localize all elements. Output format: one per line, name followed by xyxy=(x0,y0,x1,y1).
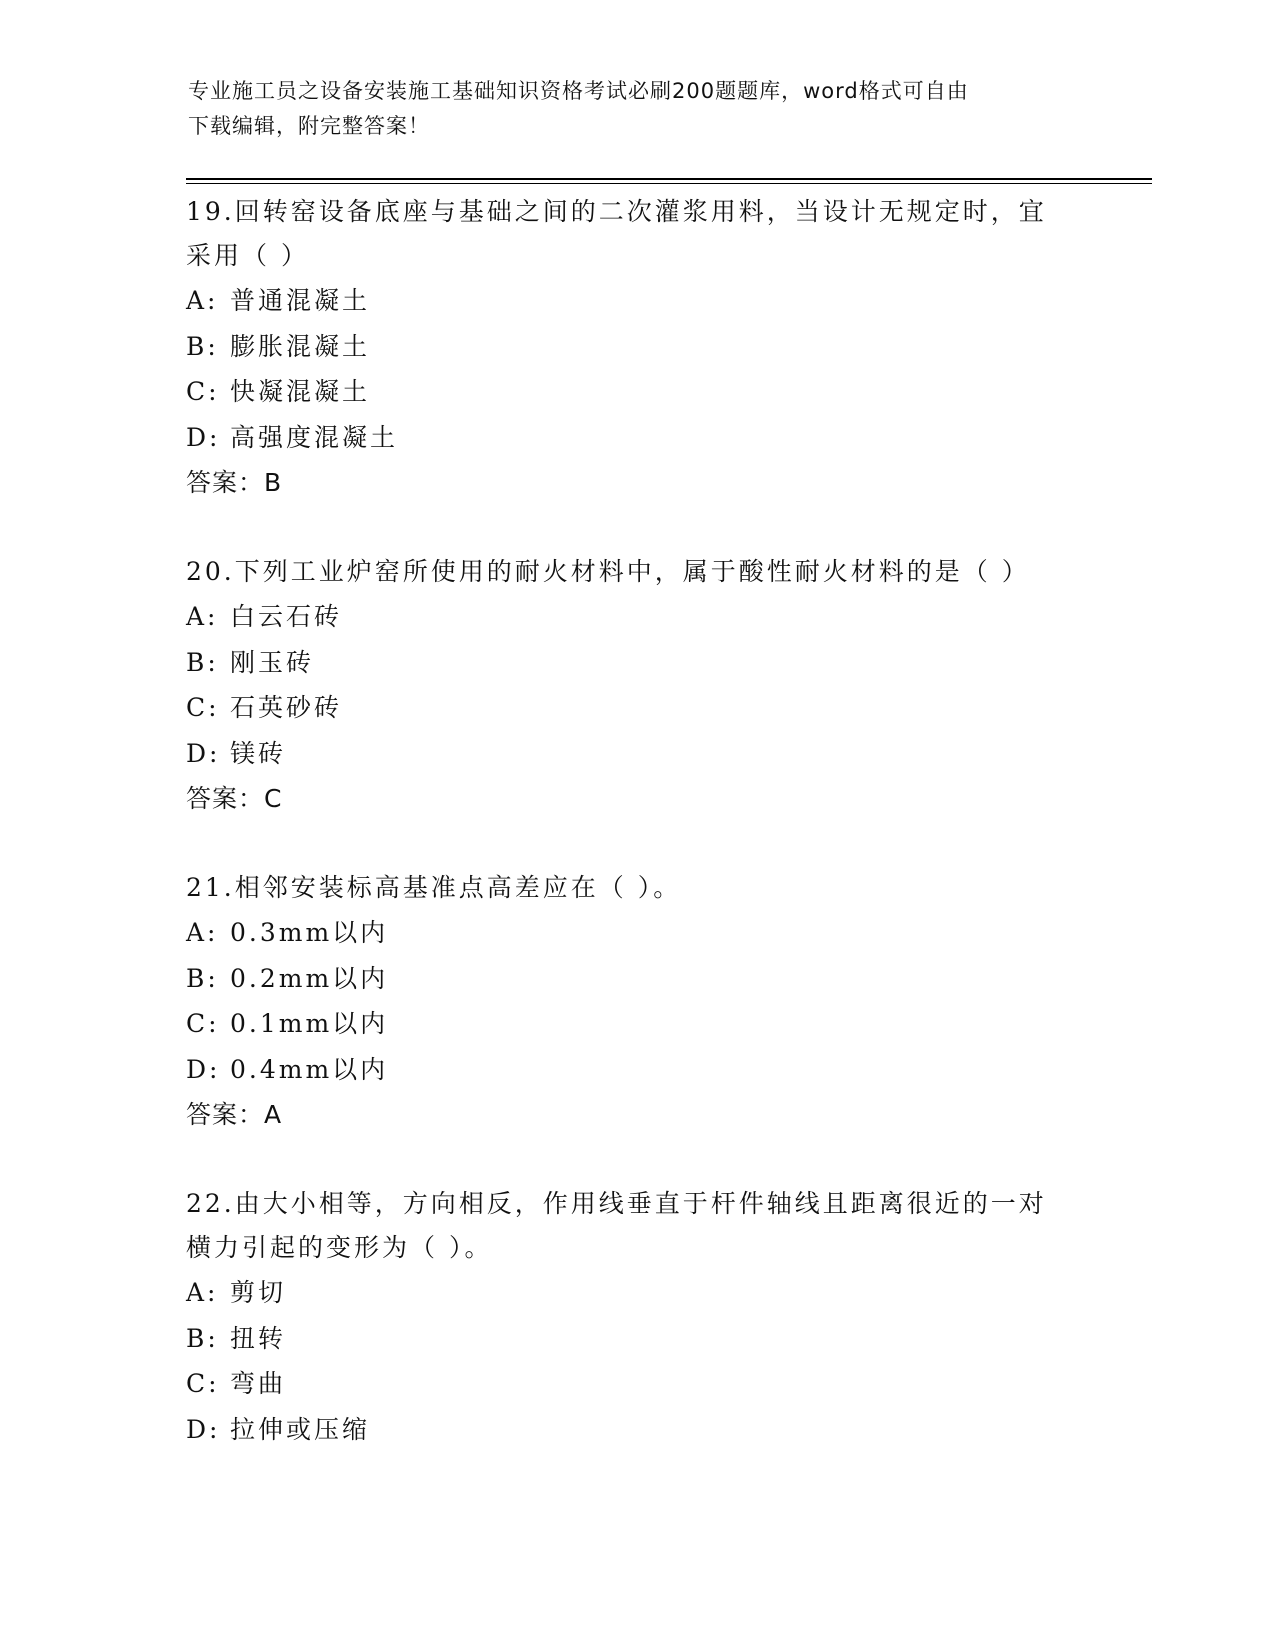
option-b xyxy=(186,640,1086,686)
header-line-1: 专业施工员之设备安装施工基础知识资格考试必刷200题题库，word格式可自由 xyxy=(188,79,969,103)
document-header xyxy=(188,74,1068,144)
option-text: 石英砂砖 xyxy=(230,693,343,722)
option-label: A: xyxy=(186,918,219,947)
question-list xyxy=(186,190,1086,1497)
option-d xyxy=(186,415,1086,461)
option-text: 剪切 xyxy=(230,1278,287,1307)
option-label: C: xyxy=(186,693,220,722)
header-divider-thin xyxy=(186,183,1152,184)
option-text: 0.3mm以内 xyxy=(230,918,389,947)
option-label: B: xyxy=(186,647,219,677)
header-divider-thick xyxy=(186,178,1152,180)
option-text: 普通混凝土 xyxy=(230,286,371,315)
question-text-line: 22.由大小相等，方向相反，作用线垂直于杆件轴线且距离很近的一对 xyxy=(186,1189,1047,1218)
answer-line: 答案：C xyxy=(186,784,283,813)
option-label: B: xyxy=(186,1323,219,1353)
question-19 xyxy=(186,190,1086,505)
option-c xyxy=(186,1001,1086,1047)
option-label: A: xyxy=(186,286,219,315)
option-text: 0.4mm以内 xyxy=(230,1054,389,1084)
question-text-line: 20.下列工业炉窑所使用的耐火材料中，属于酸性耐火材料的是（ ） xyxy=(186,557,1030,586)
option-a xyxy=(186,594,1086,640)
option-b xyxy=(186,1316,1086,1362)
option-label: A: xyxy=(186,1278,219,1307)
option-label: D: xyxy=(186,1414,221,1444)
question-21 xyxy=(186,866,1086,1137)
question-22 xyxy=(186,1182,1086,1452)
option-text: 镁砖 xyxy=(230,738,287,768)
option-c xyxy=(186,369,1086,415)
question-20 xyxy=(186,550,1086,821)
option-label: A: xyxy=(186,602,219,631)
option-text: 弯曲 xyxy=(230,1369,287,1398)
option-label: C: xyxy=(186,377,220,406)
option-label: C: xyxy=(186,1369,220,1398)
option-label: B: xyxy=(186,331,219,361)
option-c xyxy=(186,685,1086,731)
option-d xyxy=(186,1407,1086,1453)
option-b xyxy=(186,324,1086,370)
option-label: D: xyxy=(186,422,221,452)
option-label: C: xyxy=(186,1009,220,1038)
option-text: 拉伸或压缩 xyxy=(230,1414,371,1444)
option-label: D: xyxy=(186,1054,221,1084)
question-text-line: 横力引起的变形为（ ）。 xyxy=(186,1233,493,1262)
option-label: B: xyxy=(186,963,219,993)
option-text: 刚玉砖 xyxy=(230,647,315,677)
option-d xyxy=(186,731,1086,777)
option-label: D: xyxy=(186,738,221,768)
option-b xyxy=(186,956,1086,1002)
answer-line: 答案：B xyxy=(186,468,283,497)
option-a xyxy=(186,910,1086,956)
option-text: 0.1mm以内 xyxy=(230,1009,389,1038)
option-text: 0.2mm以内 xyxy=(230,963,389,993)
question-text-line: 采用（ ） xyxy=(186,241,309,270)
option-text: 膨胀混凝土 xyxy=(230,331,371,361)
option-c xyxy=(186,1361,1086,1407)
option-a xyxy=(186,278,1086,324)
question-text-line: 21.相邻安装标高基准点高差应在（ ）。 xyxy=(186,873,682,902)
header-line-2: 下载编辑，附完整答案！ xyxy=(188,114,430,138)
answer-line: 答案：A xyxy=(186,1100,283,1129)
option-text: 白云石砖 xyxy=(230,602,343,631)
option-d xyxy=(186,1047,1086,1093)
option-text: 扭转 xyxy=(230,1323,287,1353)
option-text: 高强度混凝土 xyxy=(230,422,399,452)
option-text: 快凝混凝土 xyxy=(230,377,371,406)
question-text-line: 19.回转窑设备底座与基础之间的二次灌浆用料，当设计无规定时，宜 xyxy=(186,197,1047,226)
option-a xyxy=(186,1270,1086,1316)
